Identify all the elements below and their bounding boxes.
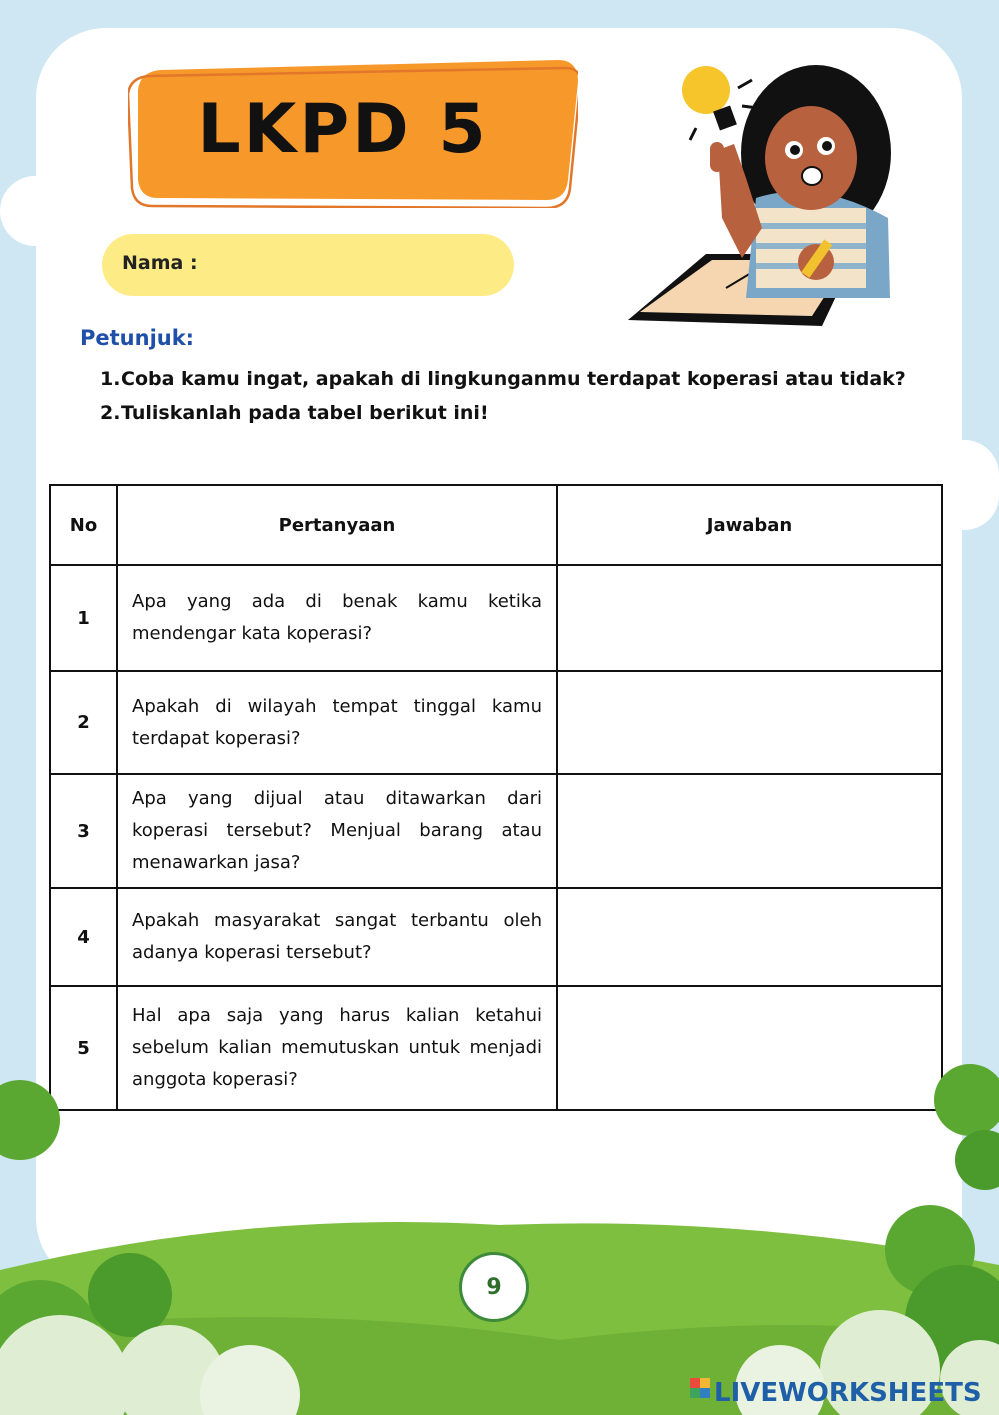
instruction-item xyxy=(100,362,912,396)
page-number: 9 xyxy=(486,1274,502,1300)
answer-cell[interactable] xyxy=(557,565,942,671)
row-number: 2 xyxy=(50,671,117,774)
instruction-text: Coba kamu ingat, apakah di lingkunganmu terdapat koperasi atau tidak? xyxy=(121,368,906,390)
answer-cell[interactable] xyxy=(557,888,942,986)
name-label: Nama : xyxy=(122,252,198,274)
table-row xyxy=(50,888,942,986)
instruction-number: 1. xyxy=(100,368,121,390)
header-no: No xyxy=(50,485,117,565)
instruction-number: 2. xyxy=(100,402,121,424)
table-row xyxy=(50,565,942,671)
header-answer: Jawaban xyxy=(557,485,942,565)
table-header-row xyxy=(50,485,942,565)
name-field[interactable] xyxy=(102,234,514,296)
title-banner xyxy=(128,60,578,208)
page-number-badge xyxy=(459,1252,529,1322)
watermark-text: LIVEWORKSHEETS xyxy=(714,1378,982,1408)
table-row xyxy=(50,671,942,774)
instruction-item xyxy=(100,396,912,430)
liveworksheets-logo xyxy=(688,1372,988,1408)
questions-table-wrapper xyxy=(49,484,941,1111)
row-number: 5 xyxy=(50,986,117,1110)
table-row xyxy=(50,774,942,888)
instructions-title: Petunjuk: xyxy=(80,326,195,350)
row-number: 1 xyxy=(50,565,117,671)
row-number: 3 xyxy=(50,774,117,888)
grass-hills-decoration xyxy=(0,1040,999,1415)
row-question: Hal apa saja yang harus kalian ketahui sebelum kalian memutuskan untuk menjadi anggota koperasi? xyxy=(117,986,557,1110)
header-question: Pertanyaan xyxy=(117,485,557,565)
row-question: Apa yang ada di benak kamu ketika mendengar kata koperasi? xyxy=(117,565,557,671)
answer-cell[interactable] xyxy=(557,671,942,774)
girl-idea-illustration xyxy=(626,58,906,330)
instruction-text: Tuliskanlah pada tabel berikut ini! xyxy=(121,402,489,424)
row-question: Apa yang dijual atau ditawarkan dari koperasi tersebut? Menjual barang atau menawarkan jasa? xyxy=(117,774,557,888)
worksheet-title: LKPD 5 xyxy=(197,90,489,169)
questions-table xyxy=(49,484,943,1111)
row-number: 4 xyxy=(50,888,117,986)
row-question: Apakah masyarakat sangat terbantu oleh adanya koperasi tersebut? xyxy=(117,888,557,986)
answer-cell[interactable] xyxy=(557,774,942,888)
instructions-list xyxy=(100,362,912,430)
row-question: Apakah di wilayah tempat tinggal kamu terdapat koperasi? xyxy=(117,671,557,774)
